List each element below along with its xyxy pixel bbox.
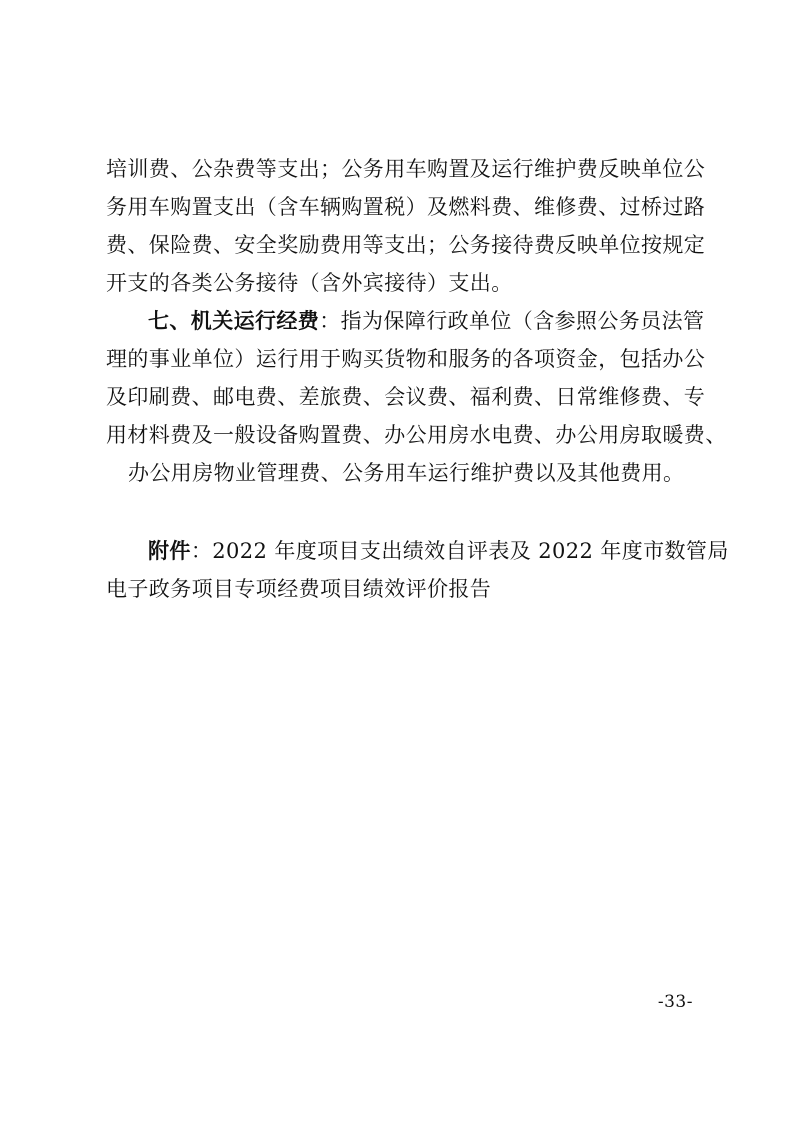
page-number: -33- — [657, 992, 693, 1012]
paragraph-line: 开支的各类公务接待（含外宾接待）支出。 — [106, 271, 513, 295]
paragraph-line: 用材料费及一般设备购置费、办公用房水电费、办公用房取暖费、 — [106, 423, 727, 447]
paragraph-line: 及印刷费、邮电费、差旅费、会议费、福利费、日常维修费、专 — [106, 385, 706, 409]
section-heading-line — [148, 306, 704, 336]
paragraph-line: 办公用房物业管理费、公务用车运行维护费以及其他费用。 — [128, 461, 685, 485]
paragraph-line: 培训费、公杂费等支出；公务用车购置及运行维护费反映单位公 — [106, 157, 706, 181]
section-text: ：指为保障行政单位（含参照公务员法管 — [319, 309, 705, 333]
attachment-label: 附件 — [148, 539, 191, 563]
paragraph-line: 理的事业单位）运行用于购买货物和服务的各项资金，包括办公 — [106, 347, 706, 371]
paragraph-line: 费、保险费、安全奖励费用等支出；公务接待费反映单位按规定 — [106, 233, 706, 257]
attachment-line: 电子政务项目专项经费项目绩效评价报告 — [106, 577, 492, 601]
section-heading: 七、机关运行经费 — [148, 309, 320, 333]
paragraph-line: 务用车购置支出（含车辆购置税）及燃料费、维修费、过桥过路 — [106, 195, 706, 219]
attachment-line — [148, 536, 729, 566]
attachment-text: ：2022 年度项目支出绩效自评表及 2022 年度市数管局 — [190, 539, 729, 563]
